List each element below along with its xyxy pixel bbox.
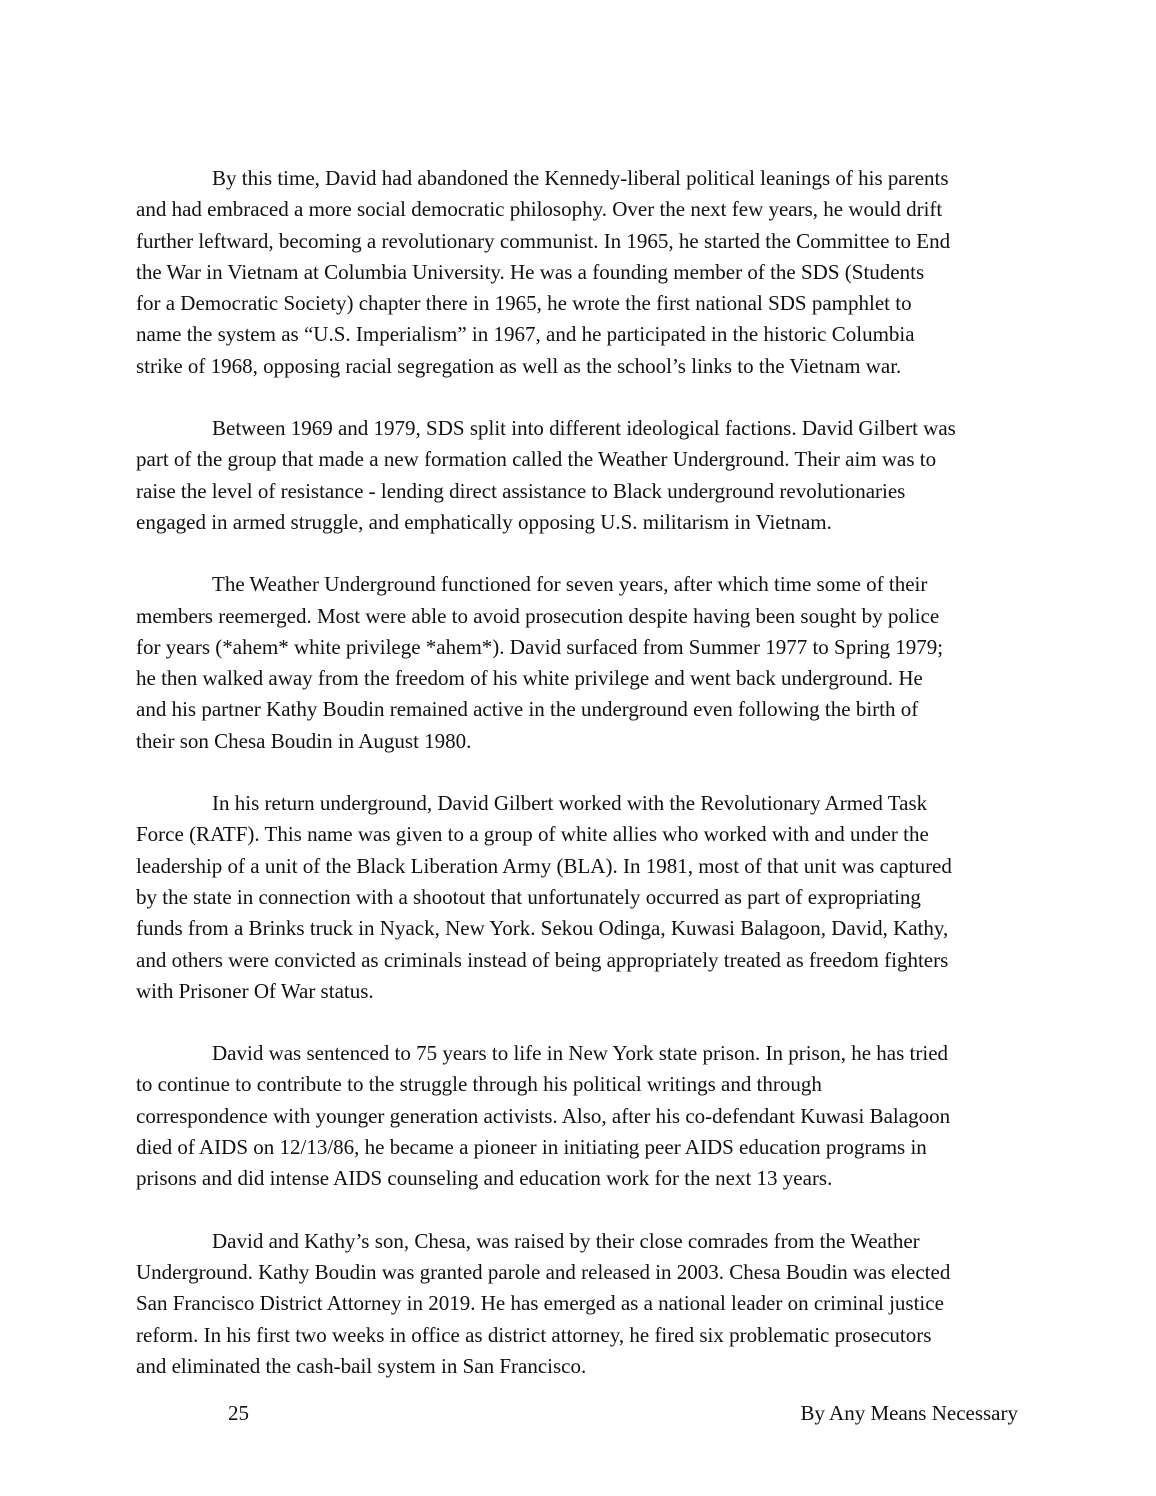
text-line: and others were convicted as criminals instead of being appropriately treated as freedom fighters [136, 947, 949, 972]
text-line: died of AIDS on 12/13/86, he became a pioneer in initiating peer AIDS education programs in [136, 1135, 927, 1160]
text-line: funds from a Brinks truck in Nyack, New York. Sekou Odinga, Kuwasi Balagoon, David, Kathy, [136, 916, 949, 941]
text-line: and had embraced a more social democratic philosophy. Over the next few years, he would drift [136, 197, 943, 222]
text-line: with Prisoner Of War status. [136, 978, 374, 1003]
text-line: their son Chesa Boudin in August 1980. [136, 728, 472, 753]
text-line: San Francisco District Attorney in 2019. He has emerged as a national leader on criminal justice [136, 1291, 944, 1316]
page-body [136, 163, 1036, 1413]
text-line: raise the level of resistance - lending direct assistance to Black underground revolutionaries [136, 478, 906, 503]
text-line: by the state in connection with a shootout that unfortunately occurred as part of expropriating [136, 884, 921, 909]
page-number: 25 [228, 1401, 249, 1425]
text-line: he then walked away from the freedom of his white privilege and went back underground. He [136, 666, 923, 691]
text-line: and his partner Kathy Boudin remained active in the underground even following the birth of [136, 697, 919, 722]
paragraph [136, 163, 1036, 382]
text-line: strike of 1968, opposing racial segregation as well as the school’s links to the Vietnam war. [136, 353, 902, 378]
book-title: By Any Means Necessary [800, 1401, 1018, 1425]
text-line: David and Kathy’s son, Chesa, was raised by their close comrades from the Weather [212, 1228, 920, 1253]
paragraph [136, 788, 1036, 1007]
text-line: Between 1969 and 1979, SDS split into different ideological factions. David Gilbert was [212, 416, 956, 441]
text-line: engaged in armed struggle, and emphatically opposing U.S. militarism in Vietnam. [136, 509, 832, 534]
text-line: prisons and did intense AIDS counseling and education work for the next 13 years. [136, 1166, 833, 1191]
text-line: members reemerged. Most were able to avoid prosecution despite having been sought by police [136, 603, 940, 628]
text-line: In his return underground, David Gilbert worked with the Revolutionary Armed Task [212, 791, 928, 816]
text-line: and eliminated the cash-bail system in San Francisco. [136, 1353, 587, 1378]
text-line: for years (*ahem* white privilege *ahem*). David surfaced from Summer 1977 to Spring 1979; [136, 634, 944, 659]
paragraph [136, 569, 1036, 757]
text-line: reform. In his first two weeks in office as district attorney, he fired six problematic prosecutors [136, 1322, 932, 1347]
paragraph [136, 1226, 1036, 1382]
text-line: part of the group that made a new formation called the Weather Underground. Their aim was to [136, 447, 937, 472]
text-line: name the system as “U.S. Imperialism” in 1967, and he participated in the historic Columbia [136, 322, 915, 347]
text-line: further leftward, becoming a revolutionary communist. In 1965, he started the Committee to End [136, 228, 951, 253]
text-line: By this time, David had abandoned the Kennedy-liberal political leanings of his parents [212, 166, 949, 190]
text-line: correspondence with younger generation activists. Also, after his co-defendant Kuwasi Balagoon [136, 1103, 951, 1128]
paragraph [136, 1038, 1036, 1194]
text-line: The Weather Underground functioned for seven years, after which time some of their [212, 572, 928, 597]
text-line: Underground. Kathy Boudin was granted parole and released in 2003. Chesa Boudin was elected [136, 1259, 951, 1284]
paragraph [136, 413, 1036, 538]
text-line: the War in Vietnam at Columbia University. He was a founding member of the SDS (Students [136, 259, 925, 284]
text-line: leadership of a unit of the Black Liberation Army (BLA). In 1981, most of that unit was captured [136, 853, 952, 878]
text-line: for a Democratic Society) chapter there in 1965, he wrote the first national SDS pamphlet to [136, 291, 912, 316]
text-line: to continue to contribute to the struggle through his political writings and through [136, 1072, 822, 1097]
text-line: David was sentenced to 75 years to life in New York state prison. In prison, he has tried [212, 1041, 949, 1066]
text-line: Force (RATF). This name was given to a group of white allies who worked with and under the [136, 822, 929, 847]
